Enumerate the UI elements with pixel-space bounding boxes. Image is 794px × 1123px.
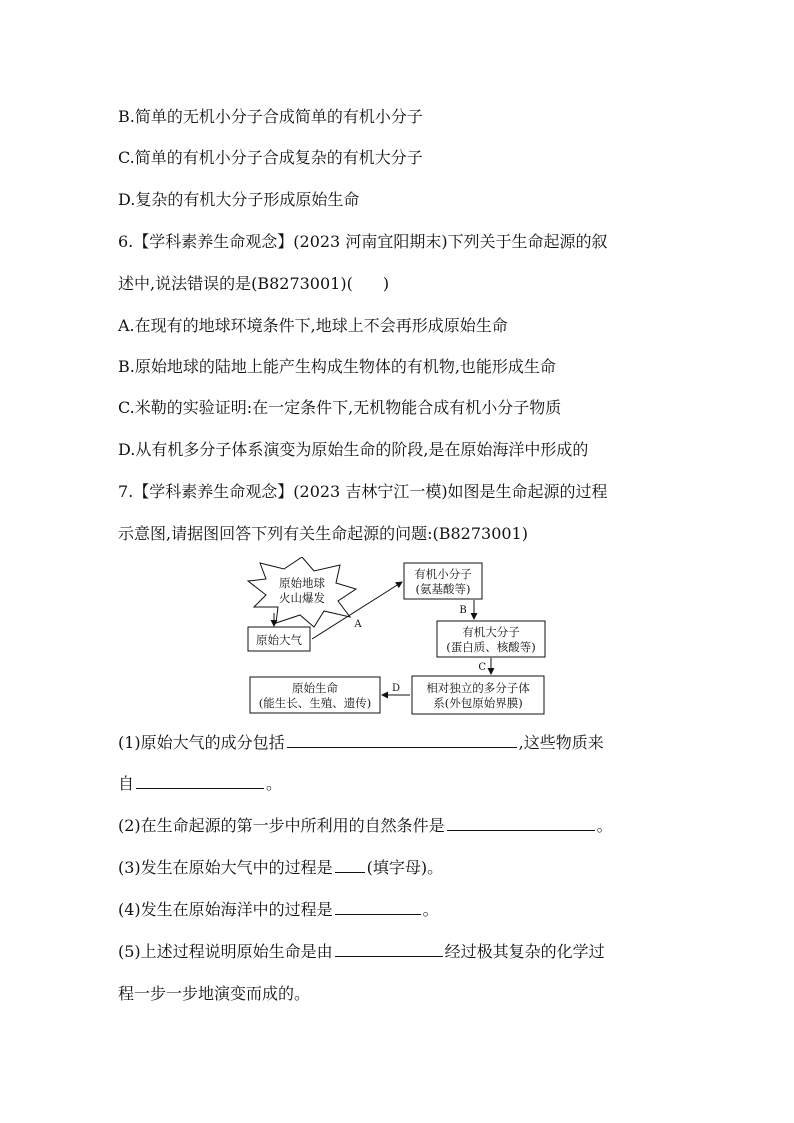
- q7-sub5-end: 经过极其复杂的化学过: [444, 942, 605, 961]
- large-molecule-line2: (蛋白质、核酸等): [446, 640, 536, 654]
- q7-sub5-text: (5)上述过程说明原始生命是由: [118, 942, 333, 961]
- q7-stem-line2: 示意图,请据图回答下列有关生命起源的问题:(B8273001): [118, 524, 528, 543]
- q7-sub1-line2: [118, 772, 282, 795]
- q7-sub4-text: (4)发生在原始海洋中的过程是: [118, 900, 333, 919]
- q6-option-a: A.在现有的地球环境条件下,地球上不会再形成原始生命: [118, 316, 508, 335]
- q7-sub2-end: 。: [596, 816, 613, 835]
- answer-blank-4[interactable]: [335, 898, 421, 915]
- q7-sub1-text-start: (1)原始大气的成分包括: [118, 733, 285, 752]
- q5-option-b: B.简单的无机小分子合成简单的有机小分子: [118, 107, 423, 126]
- q7-sub3-text: (3)发生在原始大气中的过程是: [118, 858, 333, 877]
- q7-sub1-line2-end: 。: [266, 774, 283, 793]
- q7-sub1-line1: [118, 731, 604, 754]
- q7-sub3-end: (填字母)。: [366, 858, 444, 877]
- primitive-life-line2: (能生长、生殖、遗传): [258, 696, 372, 710]
- primitive-life-line1: 原始生命: [292, 681, 338, 695]
- q5-option-d: D.复杂的有机大分子形成原始生命: [118, 190, 360, 209]
- q7-stem-line1: 7.【学科素养生命观念】(2023 吉林宁江一模)如图是生命起源的过程: [118, 482, 608, 501]
- life-origin-diagram: [244, 557, 550, 719]
- large-molecule-line1: 有机大分子: [462, 625, 520, 639]
- small-molecule-line2: (氨基酸等): [415, 582, 471, 596]
- q6-stem-text: 述中,说法错误的是(B8273001)(: [118, 274, 353, 293]
- q6-option-c: C.米勒的实验证明:在一定条件下,无机物能合成有机小分子物质: [118, 398, 562, 417]
- q6-option-d: D.从有机多分子体系演变为原始生命的阶段,是在原始海洋中形成的: [118, 440, 589, 459]
- volcano-label-line2: 火山爆发: [279, 591, 325, 605]
- answer-blank-3[interactable]: [335, 856, 365, 873]
- label-d: D: [391, 683, 401, 694]
- atmosphere-label: 原始大气: [256, 633, 302, 647]
- volcano-label-line1: 原始地球: [279, 576, 325, 590]
- q5-option-c: C.简单的有机小分子合成复杂的有机大分子: [118, 148, 423, 167]
- label-c: C: [478, 662, 486, 673]
- q6-stem-close: ): [382, 274, 390, 293]
- label-a: A: [354, 619, 362, 630]
- answer-blank-1b[interactable]: [136, 772, 264, 789]
- q7-sub5-line2: 程一步一步地演变而成的。: [118, 984, 311, 1003]
- multi-system-line2: 系(外包原始界膜): [433, 696, 523, 710]
- q7-sub4-end: 。: [422, 900, 439, 919]
- multi-system-line1: 相对独立的多分子体: [426, 681, 530, 695]
- answer-blank-5[interactable]: [335, 940, 443, 957]
- q7-sub2-text: (2)在生命起源的第一步中所利用的自然条件是: [118, 816, 445, 835]
- q7-sub3: [118, 856, 443, 879]
- q6-stem-line1: 6.【学科素养生命观念】(2023 河南宜阳期末)下列关于生命起源的叙: [118, 232, 608, 251]
- label-b: B: [459, 605, 467, 616]
- answer-blank-2[interactable]: [447, 814, 595, 831]
- q6-stem-line2: [118, 273, 389, 295]
- q7-sub1-text-end: ,这些物质来: [518, 733, 604, 752]
- q7-sub4: [118, 898, 439, 921]
- answer-blank-1a[interactable]: [287, 731, 517, 748]
- q7-sub2: [118, 814, 613, 837]
- small-molecule-line1: 有机小分子: [414, 567, 472, 581]
- q6-option-b: B.原始地球的陆地上能产生构成生物体的有机物,也能形成生命: [118, 357, 556, 376]
- q7-sub5: [118, 940, 605, 963]
- q7-sub1-line2-start: 自: [118, 774, 135, 793]
